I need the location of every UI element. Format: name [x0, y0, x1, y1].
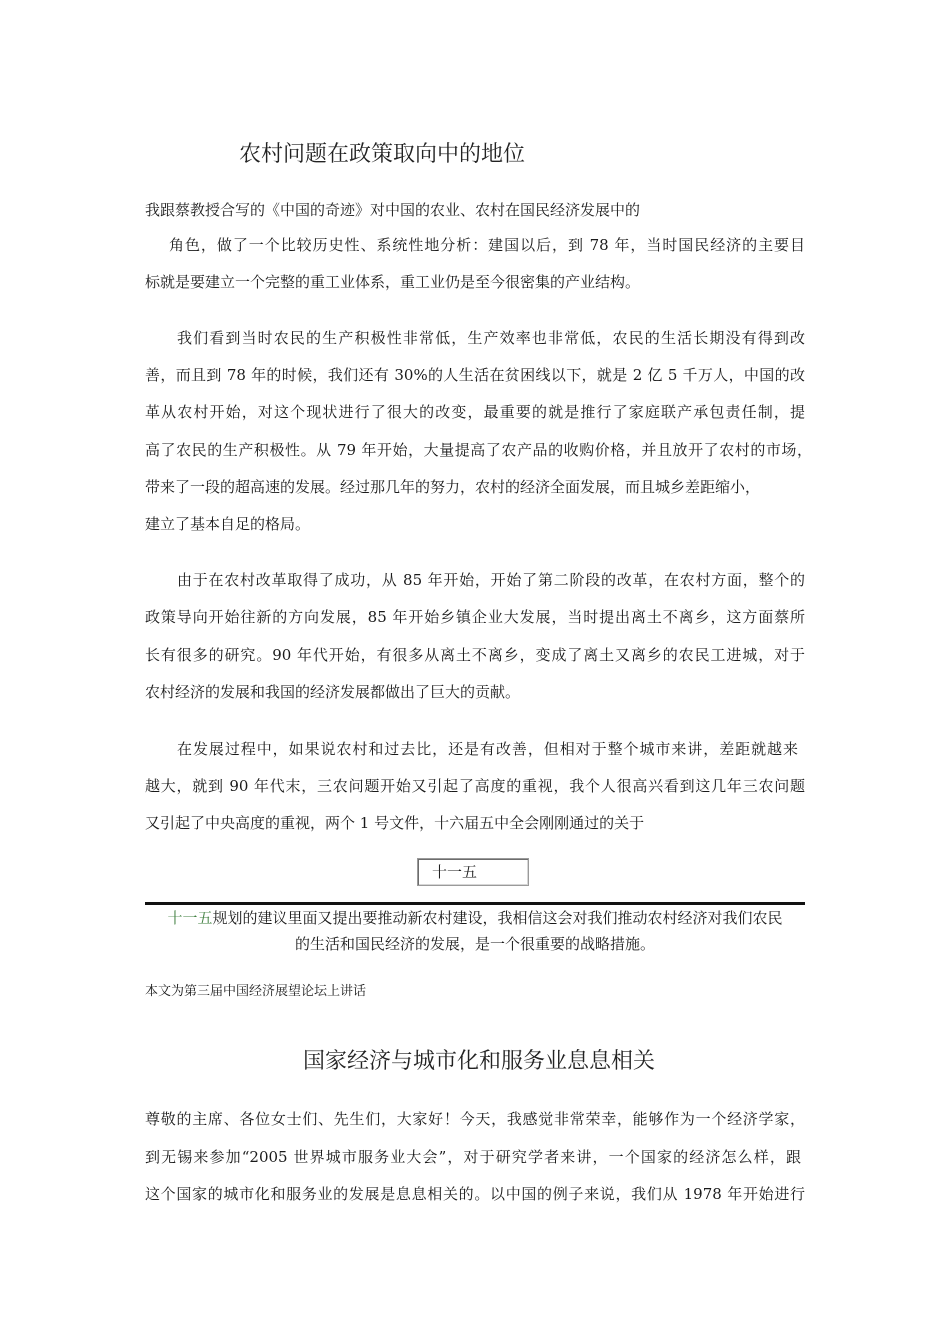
article-title: 农村问题在政策取向中的地位 — [239, 142, 526, 167]
paragraph-line: 这个国家的城市化和服务业的发展是息息相关的。以中国的例子来说，我们从 1978 年开始进行 — [145, 1185, 805, 1203]
paragraph-line: 尊敬的主席、各位女士们、先生们，大家好！今天，我感觉非常荣幸，能够作为一个经济学家， — [145, 1110, 805, 1128]
paragraph-line: 建立了基本自足的格局。 — [145, 515, 311, 533]
paragraph-line: 由于在农村改革取得了成功，从 85 年开始，开始了第二阶段的改革，在农村方面，整个的 — [177, 571, 805, 589]
paragraph-line: 长有很多的研究。90 年代开始，有很多从离土不离乡，变成了离土又离乡的农民工进城，对于 — [145, 646, 805, 664]
paragraph-line: 高了农民的生产积极性。从 79 年开始，大量提高了农产品的收购价格，并且放开了农村的市场， — [145, 441, 812, 459]
paragraph-line: 政策导向开始往新的方向发展，85 年开始乡镇企业大发展，当时提出离土不离乡，这方面蔡所 — [145, 608, 805, 626]
boxed-term: 十一五 — [417, 858, 529, 886]
paragraph-line: 善，而且到 78 年的时候，我们还有 30%的人生活在贫困线以下，就是 2 亿 5 千万人，中国的改 — [145, 366, 805, 384]
paragraph-line: 我们看到当时农民的生产积极性非常低，生产效率也非常低，农民的生活长期没有得到改 — [177, 329, 805, 347]
paragraph-line: 带来了一段的超高速的发展。经过那几年的努力，农村的经济全面发展，而且城乡差距缩小， — [145, 478, 761, 496]
paragraph-line: 在发展过程中，如果说农村和过去比，还是有改善，但相对于整个城市来讲，差距就越来 — [177, 740, 798, 758]
paragraph-line: 越大，就到 90 年代末，三农问题开始又引起了高度的重视，我个人很高兴看到这几年三农问题 — [145, 777, 805, 795]
source-note: 本文为第三届中国经济展望论坛上讲话 — [145, 984, 367, 999]
highlighted-term: 十一五 — [167, 909, 213, 927]
caption-text: 规划的建议里面又提出要推动新农村建设，我相信这会对我们推动农村经济对我们农民 — [212, 909, 783, 927]
article-title: 国家经济与城市化和服务业息息相关 — [303, 1049, 656, 1074]
paragraph-line: 革从农村开始，对这个现状进行了很大的改变，最重要的就是推行了家庭联产承包责任制，提 — [145, 403, 805, 421]
paragraph-line: 我跟蔡教授合写的《中国的奇迹》对中国的农业、农村在国民经济发展中的 — [145, 201, 641, 219]
paragraph-line: 标就是要建立一个完整的重工业体系，重工业仍是至今很密集的产业结构。 — [145, 273, 641, 291]
paragraph-line: 到无锡来参加“2005 世界城市服务业大会”，对于研究学者来讲，一个国家的经济怎么样，跟 — [145, 1148, 801, 1166]
paragraph-line: 农村经济的发展和我国的经济发展都做出了巨大的贡献。 — [145, 683, 521, 701]
caption-line — [145, 906, 805, 930]
paragraph-line: 又引起了中央高度的重视，两个 1 号文件，十六届五中全会刚刚通过的关于 — [145, 814, 645, 832]
caption-line: 的生活和国民经济的发展，是一个很重要的战略措施。 — [294, 935, 655, 953]
horizontal-rule — [145, 902, 805, 905]
paragraph-line: 角色，做了一个比较历史性、系统性地分析：建国以后，到 78 年，当时国民经济的主要目 — [169, 236, 805, 254]
